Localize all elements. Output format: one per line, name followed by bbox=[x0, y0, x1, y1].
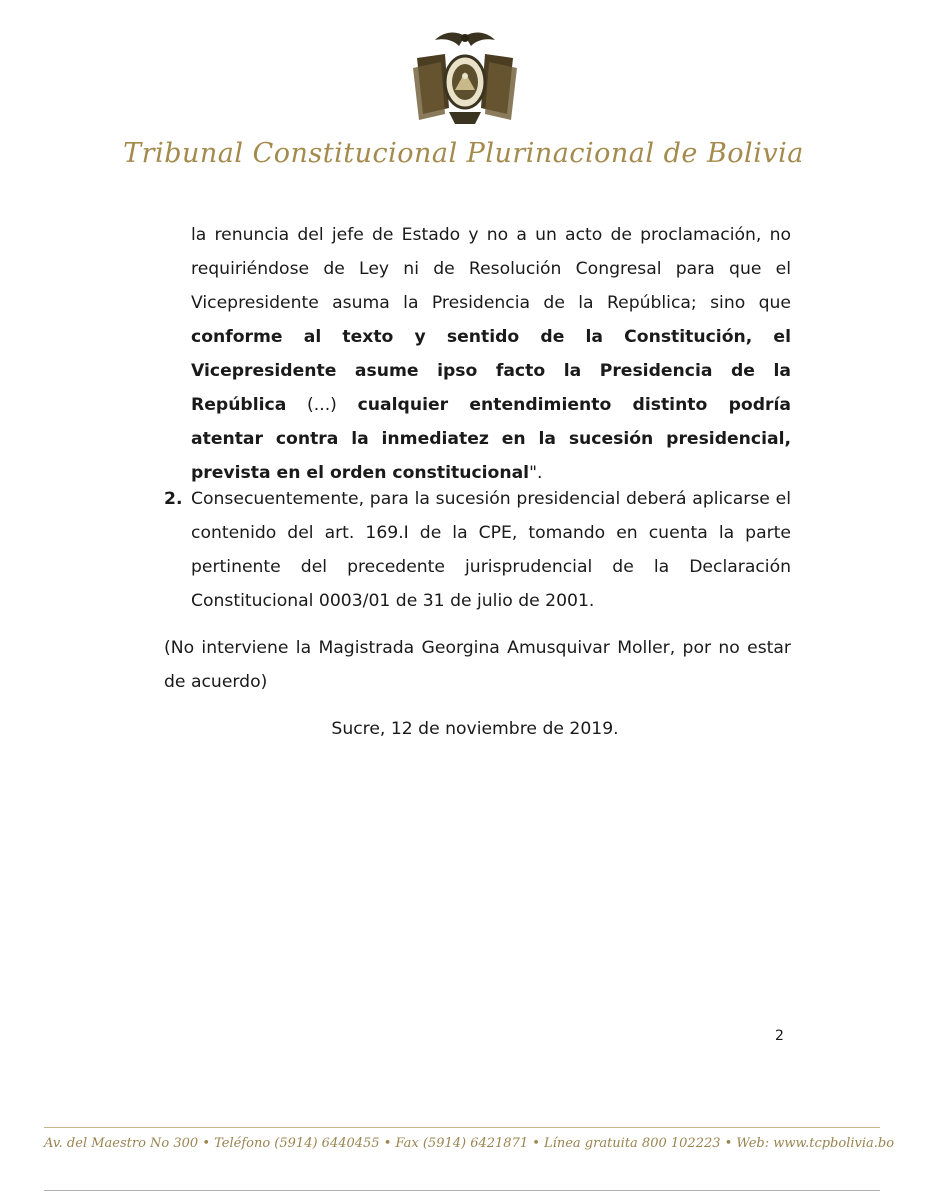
footer-divider-top bbox=[44, 1127, 880, 1128]
item-number: 2. bbox=[164, 489, 183, 509]
coat-of-arms-seal bbox=[405, 28, 525, 128]
p1-text-2: (...) bbox=[286, 395, 358, 415]
signing-date: Sucre, 12 de noviembre de 2019. bbox=[331, 719, 619, 739]
item-2-paragraph: Consecuentemente, para la sucesión presidencial deberá aplicarse el contenido del art. 169.I de la CPE, tomando en cuenta la parte pertinente del precedente jurisprudencial de la Declaración Constitucional 0003/01 de 31 de julio de 2001. bbox=[191, 489, 791, 611]
p1-text-1: la renuncia del jefe de Estado y no a un acto de proclamación, no requiriéndose de Ley ni de Resolución Congresal para que el Vicepresidente asuma la Presidencia de la República; sino que bbox=[191, 225, 791, 313]
institution-title: Tribunal Constitucional Plurinacional de Bolivia bbox=[123, 138, 804, 169]
page-number: 2 bbox=[775, 1028, 784, 1044]
p1-text-3: ". bbox=[529, 463, 543, 483]
body-paragraph-1 bbox=[191, 218, 791, 490]
p1-bold-1: conforme al texto y sentido de la Constitución, el Vicepresidente asume ipso facto la Presidencia de la República bbox=[191, 327, 791, 415]
p1-bold-2: cualquier entendimiento distinto podría atentar contra la inmediatez en la sucesión presidencial, prevista en el orden constitucional bbox=[191, 395, 791, 483]
note-paragraph: (No interviene la Magistrada Georgina Amusquivar Moller, por no estar de acuerdo) bbox=[164, 638, 791, 692]
footer-contact-info: Av. del Maestro No 300 • Teléfono (5914) 6440455 • Fax (5914) 6421871 • Línea gratuita 800 102223 • Web: www.tcpbolivia.bo bbox=[44, 1136, 895, 1151]
footer-divider-bottom bbox=[44, 1190, 880, 1191]
